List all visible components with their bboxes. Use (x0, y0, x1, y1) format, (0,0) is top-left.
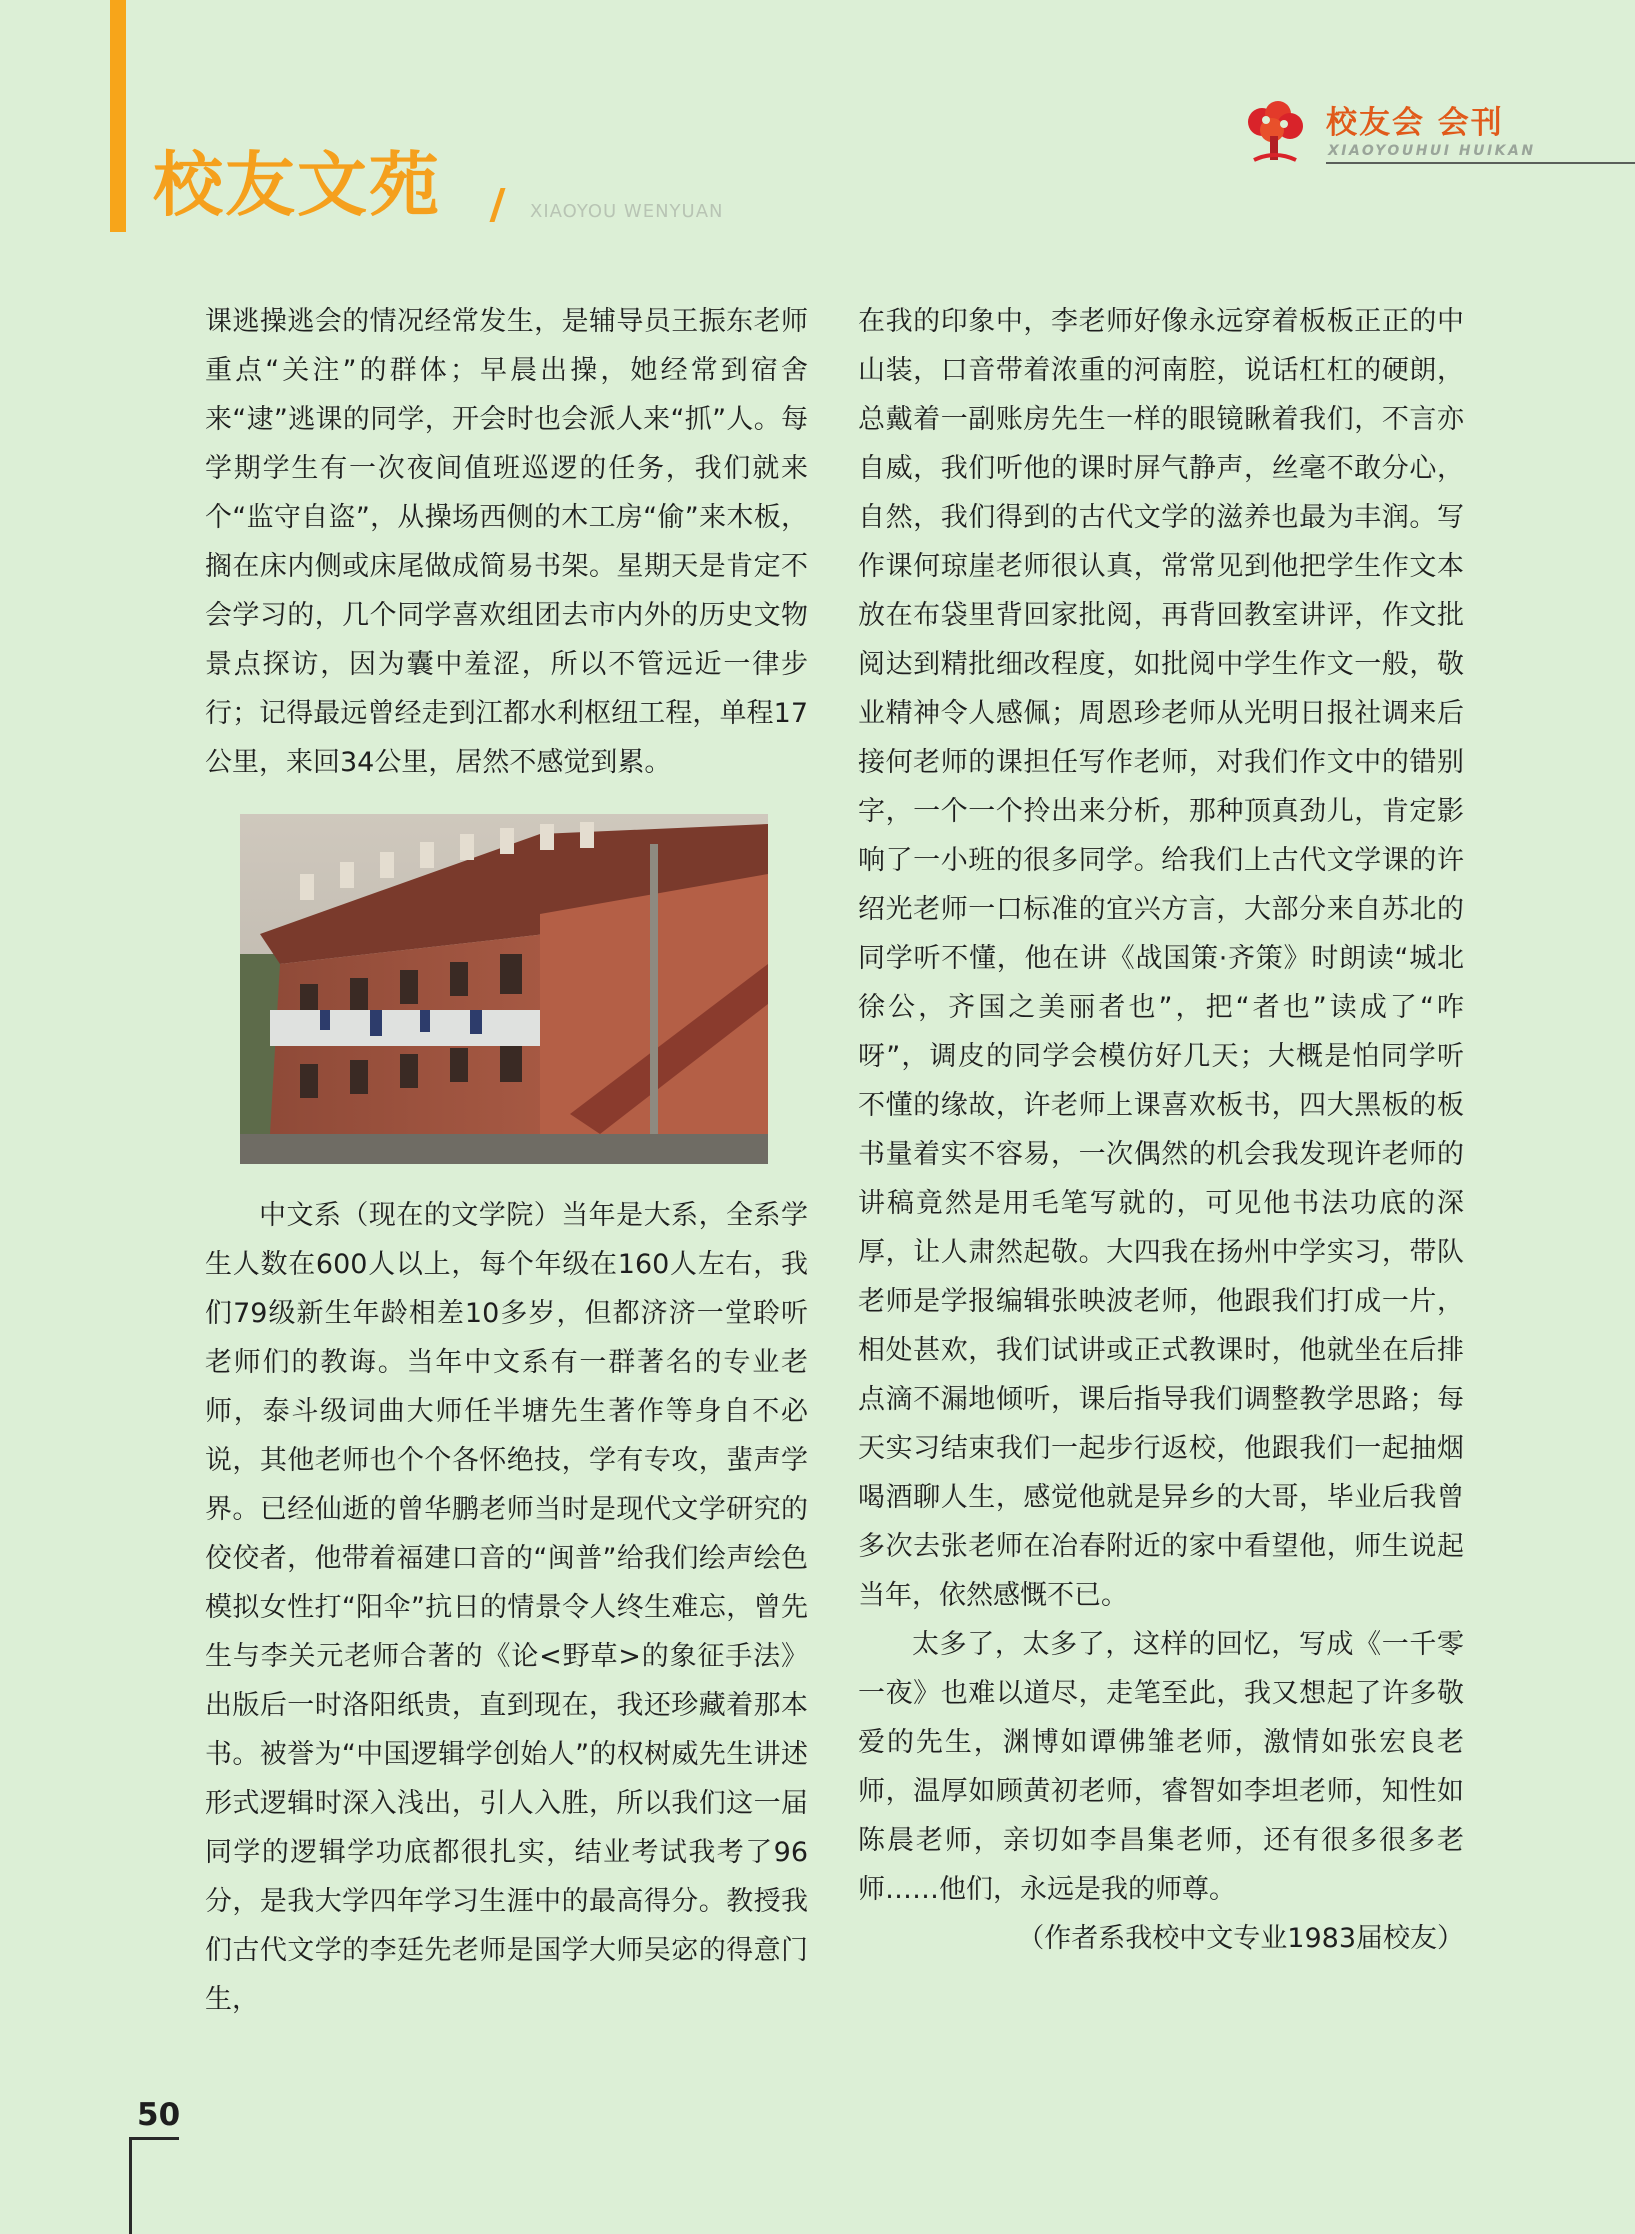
accent-bar (110, 0, 126, 232)
page-number: 50 (137, 2097, 181, 2133)
article-column-left (205, 297, 808, 2024)
page-corner-rule (129, 2137, 132, 2234)
paragraph: 太多了，太多了，这样的回忆，写成《一千零一夜》也难以道尽，走笔至此，我又想起了许多敬爱的先生，渊博如谭佛雏老师，激情如张宏良老师，温厚如顾黄初老师，睿智如李坦老师，知性如陈晨老师，亲切如李昌集老师，还有很多很多老师……他们，永远是我的师尊。 (858, 1629, 1464, 1905)
header-rule (1326, 162, 1635, 164)
dormitory-building-photo (240, 814, 768, 1164)
magazine-logo-subtitle: XIAOYOUHUI HUIKAN (1328, 143, 1536, 159)
tree-emblem-icon (1242, 100, 1308, 164)
paragraph: 课逃操逃会的情况经常发生，是辅导员王振东老师重点“关注”的群体；早晨出操，她经常到宿舍来“逮”逃课的同学，开会时也会派人来“抓”人。每学期学生有一次夜间值班巡逻的任务，我们就来个“监守自盗”，从操场西侧的木工房“偷”来木板，搁在床内侧或床尾做成简易书架。星期天是肯定不会学习的，几个同学喜欢组团去市内外的历史文物景点探访，因为囊中羞涩，所以不管远近一律步行；记得最远曾经走到江都水利枢纽工程，单程17公里，来回34公里，居然不感觉到累。 (205, 306, 808, 778)
paragraph: 中文系（现在的文学院）当年是大系，全系学生人数在600人以上，每个年级在160人左右，我们79级新生年龄相差10多岁，但都济济一堂聆听老师们的教诲。当年中文系有一群著名的专业老师，泰斗级词曲大师任半塘先生著作等身自不必说，其他老师也个个各怀绝技，学有专攻，蜚声学界。已经仙逝的曾华鹏老师当时是现代文学研究的佼佼者，他带着福建口音的“闽普”给我们绘声绘色模拟女性打“阳伞”抗日的情景令人终生难忘，曾先生与李关元老师合著的《论<野草>的象征手法》出版后一时洛阳纸贵，直到现在，我还珍藏着那本书。被誉为“中国逻辑学创始人”的权树威先生讲述形式逻辑时深入浅出，引人入胜，所以我们这一届同学的逻辑学功底都很扎实，结业考试我考了96分，是我大学四年学习生涯中的最高得分。教授我们古代文学的李廷先老师是国学大师吴宓的得意门生， (205, 1200, 808, 2015)
section-subtitle: XIAOYOU WENYUAN (530, 201, 724, 222)
author-note: （作者系我校中文专业1983届校友） (1017, 1923, 1464, 1954)
article-column-right (858, 297, 1464, 1963)
page-corner-rule-top (129, 2137, 179, 2140)
magazine-logo-title: 校友会 会刊 (1326, 105, 1504, 141)
paragraph: 在我的印象中，李老师好像永远穿着板板正正的中山装，口音带着浓重的河南腔，说话杠杠的硬朗，总戴着一副账房先生一样的眼镜瞅着我们，不言亦自威，我们听他的课时屏气静声，丝毫不敢分心，自然，我们得到的古代文学的滋养也最为丰润。写作课何琼崖老师很认真，常常见到他把学生作文本放在布袋里背回家批阅，再背回教室讲评，作文批阅达到精批细改程度，如批阅中学生作文一般，敬业精神令人感佩；周恩珍老师从光明日报社调来后接何老师的课担任写作老师，对我们作文中的错别字，一个一个拎出来分析，那种顶真劲儿，肯定影响了一小班的很多同学。给我们上古代文学课的许绍光老师一口标准的宜兴方言，大部分来自苏北的同学听不懂，他在讲《战国策·齐策》时朗读“城北徐公，齐国之美丽者也”，把“者也”读成了“咋呀”，调皮的同学会模仿好几天；大概是怕同学听不懂的缘故，许老师上课喜欢板书，四大黑板的板书量着实不容易，一次偶然的机会我发现许老师的讲稿竟然是用毛笔写就的，可见他书法功底的深厚，让人肃然起敬。大四我在扬州中学实习，带队老师是学报编辑张映波老师，他跟我们打成一片，相处甚欢，我们试讲或正式教课时，他就坐在后排点滴不漏地倾听，课后指导我们调整教学思路；每天实习结束我们一起步行返校，他跟我们一起抽烟喝酒聊人生，感觉他就是异乡的大哥，毕业后我曾多次去张老师在冶春附近的家中看望他，师生说起当年，依然感慨不已。 (858, 306, 1464, 1611)
section-slash (489, 188, 505, 222)
section-title: 校友文苑 (153, 144, 441, 226)
